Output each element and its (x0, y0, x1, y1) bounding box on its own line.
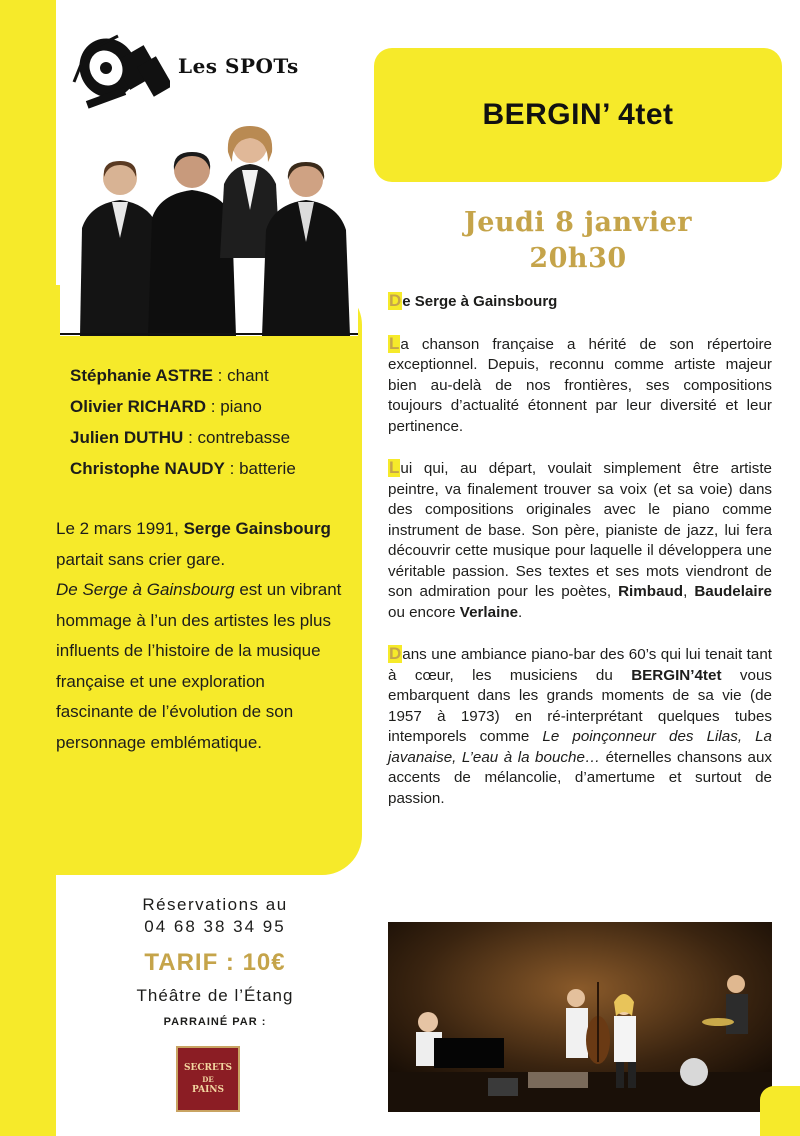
poet-name: Rimbaud (618, 583, 684, 600)
musician-item (70, 360, 360, 391)
musician-name: Christophe NAUDY (70, 459, 225, 478)
sponsor-logo (176, 1046, 240, 1112)
title-box (374, 48, 782, 182)
reservation-phone[interactable]: 04 68 38 34 95 (144, 917, 286, 936)
musician-list (70, 360, 360, 484)
event-day: Jeudi 8 janvier (463, 207, 693, 238)
intro-paragraph (56, 575, 346, 758)
intro-text-part: est un vibrant hommage à l’un des artistes les plus influents de l’histoire de la musique française et une exploration fascinante de l’évolution de son personnage emblématique. (56, 580, 342, 752)
drop-cap: D (389, 291, 402, 310)
sponsor-logo-text: PAINS (191, 1084, 225, 1095)
musician-name: Olivier RICHARD (70, 397, 207, 416)
paragraph-text: ans une ambiance piano-bar des 60’s qui lui tenait tant à cœur, les musiciens du (388, 646, 772, 684)
musician-role: : batterie (224, 459, 296, 478)
drop-cap: L (389, 333, 400, 353)
paragraph-text: , (683, 583, 695, 600)
article-paragraph (388, 645, 772, 809)
event-date (374, 205, 782, 277)
paragraph-text: ou encore (388, 603, 460, 621)
page-title: BERGIN’ 4tet (482, 98, 674, 131)
intro-show-title: De Serge à Gainsbourg (56, 580, 235, 599)
drop-cap: L (389, 458, 400, 477)
musician-role: : piano (206, 397, 262, 416)
concert-photo (388, 922, 772, 1112)
article-subtitle (388, 292, 772, 313)
musician-name: Stéphanie ASTRE (70, 366, 213, 385)
corner-tab (760, 1086, 800, 1136)
poet-name: Baudelaire (694, 583, 772, 600)
paragraph-text: . (518, 603, 523, 621)
sponsor-label: PARRAINÉ PAR : (163, 1016, 267, 1028)
sponsor-logo-text: SECRETS (183, 1062, 233, 1073)
paragraph-text: a chanson française a hérité de son répertoire exceptionnel. Depuis, reconnu comme artiste majeur bien au-delà de nos frontières, ses compositions toujours d’actualité étonnent par leur diversité et leur pertinence. (388, 335, 772, 435)
paragraph-text: vous embarquent dans les grands moments de sa vie (de 1957 à 1973) en ré-interprétant quelques tubes intemporels comme (388, 666, 773, 745)
article-subtitle-text: e Serge à Gainsbourg (402, 293, 558, 310)
musician-item (70, 453, 360, 484)
spotlight-icon (66, 22, 170, 122)
intro-text-part: partait sans crier gare. (56, 549, 226, 569)
reservation-label: Réservations au (142, 895, 288, 914)
poet-name: Verlaine (459, 603, 519, 621)
article-paragraph (388, 459, 772, 623)
musician-item (70, 422, 360, 453)
band-photo (60, 118, 358, 336)
sponsor-logo-text: DE (202, 1074, 214, 1084)
venue: Théâtre de l’Étang (136, 986, 294, 1005)
tarif: TARIF : 10€ (144, 949, 286, 976)
song-titles: Le poinçonneur des Lilas, La javanaise, L’eau à la bouche… (388, 728, 772, 766)
paragraph-text: éternelles chansons aux accents de mélancolie, d’amertume et surtout de passion. (388, 748, 772, 807)
paragraph-text: ui qui, au départ, voulait simplement être artiste peintre, va finalement trouver sa voix (et sa voie) dans des compositions originales avec le piano comme instrument de base. Son père, pianiste de jazz, lui fera découvrir cette musique pour laquelle il développera une véritable passion. Ses textes et ses mots viendront de son admiration pour les poètes, (388, 460, 772, 600)
band-name: BERGIN’4tet (631, 666, 722, 684)
article-paragraph (388, 335, 772, 438)
musician-role: : chant (212, 366, 269, 385)
logo-text: Les SPOTs (178, 54, 299, 78)
musician-role: : contrebasse (183, 428, 291, 447)
drop-cap: D (389, 644, 402, 663)
intro-text (56, 514, 346, 758)
intro-text-part: Le 2 mars 1991, (56, 519, 184, 538)
intro-paragraph (56, 514, 346, 575)
musician-name: Julien DUTHU (70, 428, 184, 447)
reservation-block (100, 894, 330, 1028)
left-yellow-band (0, 0, 56, 1136)
intro-highlight: Serge Gainsbourg (183, 519, 331, 538)
article (388, 292, 772, 831)
musician-item (70, 391, 360, 422)
event-time: 20h30 (529, 243, 627, 274)
